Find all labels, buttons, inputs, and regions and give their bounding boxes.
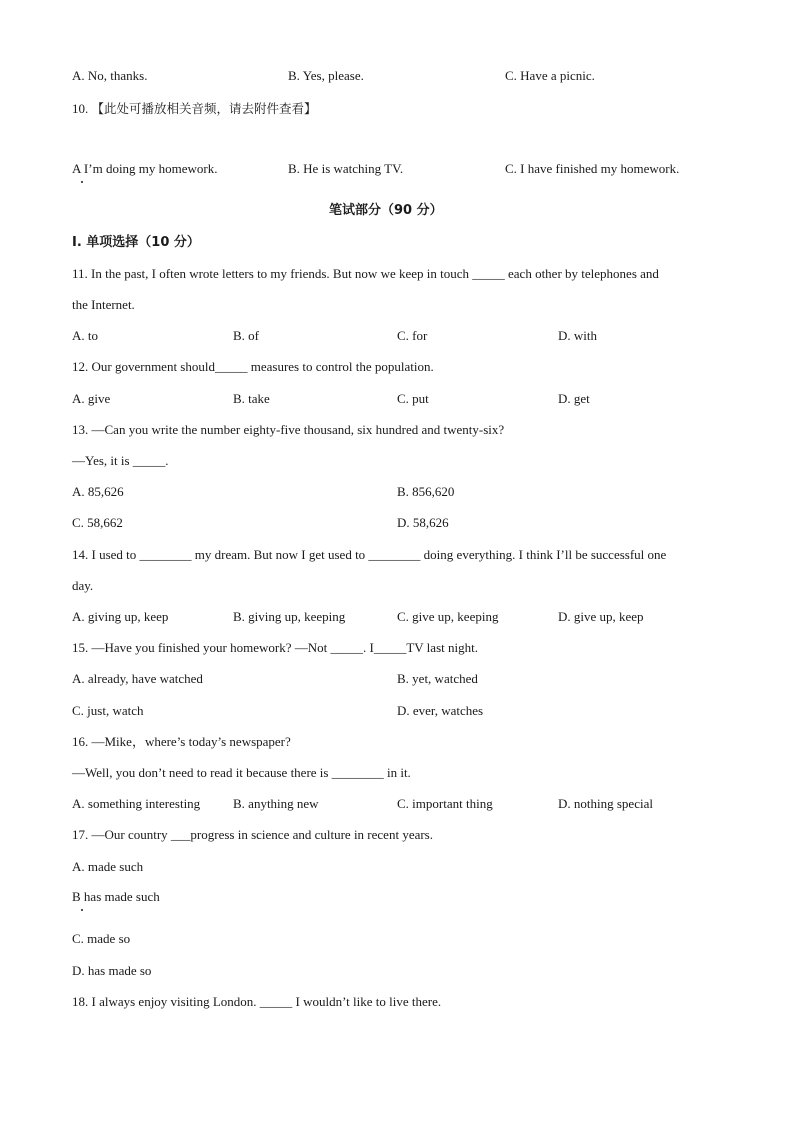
- q14-option-b: B. giving up, keeping: [233, 609, 346, 624]
- q17-stem: 17. —Our country ___progress in science and culture in recent years.: [72, 827, 433, 842]
- q11-option-d: D. with: [558, 328, 597, 343]
- q17-option-b-dot: [81, 909, 83, 911]
- q11-stem-line1: 11. In the past, I often wrote letters to my friends. But now we keep in touch _____ each other by telephones and: [72, 266, 659, 281]
- q13-option-c: C. 58,662: [72, 515, 123, 530]
- q10-stem: [72, 101, 317, 117]
- q18-stem: 18. I always enjoy visiting London. _____ I wouldn’t like to live there.: [72, 994, 442, 1009]
- q12-option-a: A. give: [72, 391, 111, 406]
- q13-option-d: D. 58,626: [397, 515, 449, 530]
- q11-option-b: B. of: [233, 328, 259, 343]
- q11-option-a: A. to: [72, 328, 98, 343]
- q9-option-a: A. No, thanks.: [72, 68, 148, 83]
- q17-option-b: B has made such: [72, 889, 160, 904]
- q10-option-a-dot: [81, 181, 83, 183]
- q10-option-b: B. He is watching TV.: [288, 161, 404, 176]
- q16-option-b: B. anything new: [233, 796, 319, 811]
- q17-option-d: D. has made so: [72, 963, 152, 978]
- q15-stem: 15. —Have you finished your homework? —Not _____. I_____TV last night.: [72, 640, 478, 655]
- q10-number: 10.: [72, 101, 89, 116]
- q11-option-c: C. for: [397, 328, 428, 343]
- q14-stem-line2: day.: [72, 578, 94, 593]
- q14-stem-line1: 14. I used to ________ my dream. But now I get used to ________ doing everything. I think I’ll be successful one: [72, 547, 667, 562]
- q9-option-c: C. Have a picnic.: [505, 68, 595, 83]
- q10-audio-note: 【此处可播放相关音频，请去附件查看】: [91, 101, 317, 116]
- q10-option-c: C. I have finished my homework.: [505, 161, 680, 176]
- q14-option-a: A. giving up, keep: [72, 609, 169, 624]
- q12-option-d: D. get: [558, 391, 590, 406]
- q12-stem: 12. Our government should_____ measures to control the population.: [72, 359, 434, 374]
- q16-stem-line1: 16. —Mike，where’s today’s newspaper?: [72, 734, 291, 749]
- q12-option-b: B. take: [233, 391, 270, 406]
- q13-stem-line1: 13. —Can you write the number eighty-five thousand, six hundred and twenty-six?: [72, 422, 505, 437]
- q10-option-a: A I’m doing my homework.: [72, 161, 218, 176]
- section-title: 笔试部分（90 分）: [329, 203, 443, 218]
- q15-option-c: C. just, watch: [72, 703, 144, 718]
- q14-option-d: D. give up, keep: [558, 609, 644, 624]
- q16-stem-line2: —Well, you don’t need to read it because there is ________ in it.: [72, 765, 411, 780]
- q15-option-b: B. yet, watched: [397, 671, 478, 686]
- q15-option-a: A. already, have watched: [72, 671, 203, 686]
- q16-option-d: D. nothing special: [558, 796, 653, 811]
- q14-option-c: C. give up, keeping: [397, 609, 499, 624]
- q9-option-b: B. Yes, please.: [288, 68, 364, 83]
- q17-option-a: A. made such: [72, 859, 144, 874]
- q11-stem-line2: the Internet.: [72, 297, 135, 312]
- q16-option-c: C. important thing: [397, 796, 493, 811]
- q15-option-d: D. ever, watches: [397, 703, 484, 718]
- q13-stem-line2: —Yes, it is _____.: [72, 453, 169, 468]
- q13-option-a: A. 85,626: [72, 484, 124, 499]
- q13-option-b: B. 856,620: [397, 484, 455, 499]
- q12-option-c: C. put: [397, 391, 429, 406]
- q16-option-a: A. something interesting: [72, 796, 201, 811]
- part-title: I. 单项选择（10 分）: [72, 235, 200, 250]
- q17-option-c: C. made so: [72, 931, 131, 946]
